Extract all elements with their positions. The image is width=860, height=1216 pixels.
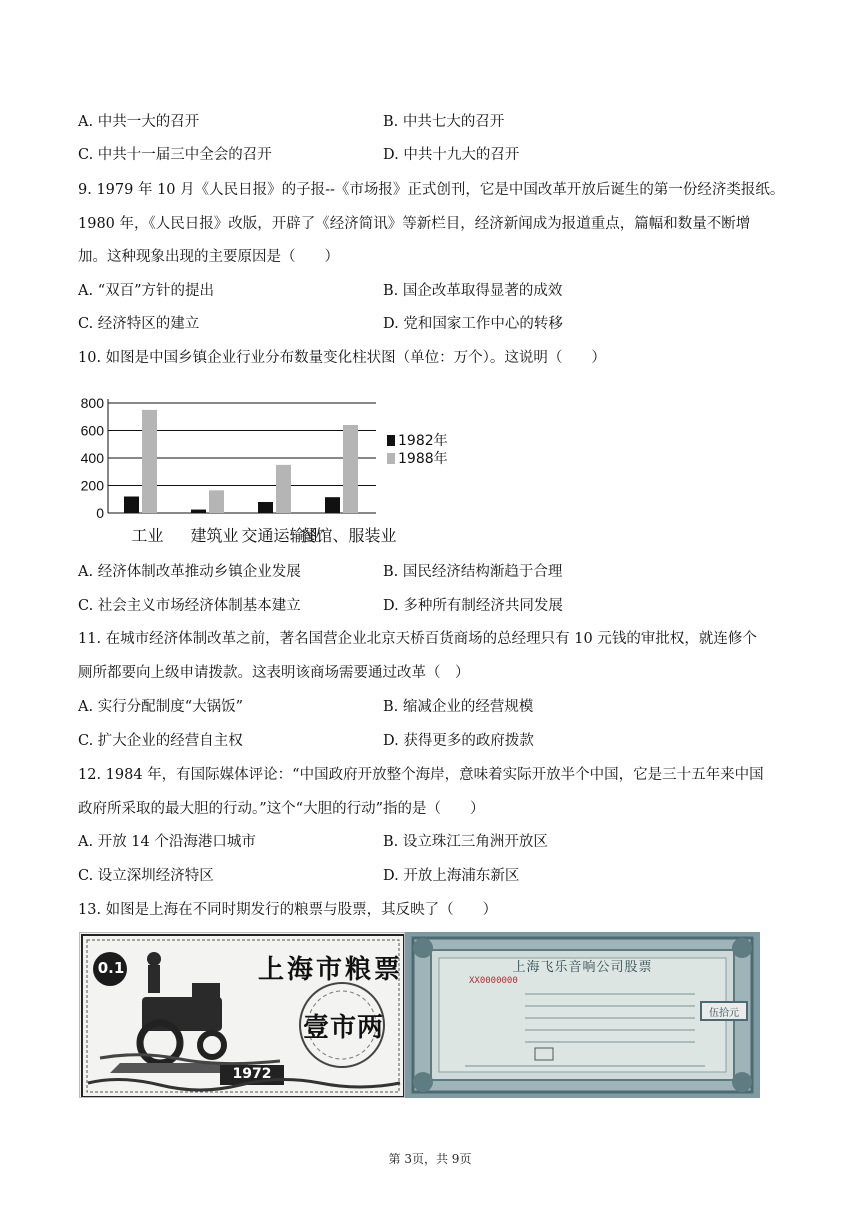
bar-1988-3	[343, 425, 358, 513]
shanghai-grain-ticket-image	[79, 932, 405, 1098]
y-tick-label: 200	[80, 477, 104, 494]
stock-serial: XX0000000	[469, 976, 518, 986]
q11-option-d: D. 获得更多的政府拨款	[383, 733, 534, 749]
legend-label: 1988年	[398, 451, 448, 467]
q11-option-c: C. 扩大企业的经营自主权	[78, 733, 243, 749]
q12-option-c: C. 设立深圳经济特区	[78, 868, 214, 884]
y-tick-label: 400	[80, 450, 104, 466]
q9-option-b: B. 国企改革取得显著的成效	[383, 283, 563, 299]
tractor-farmer-icon	[100, 952, 280, 1073]
legend-swatch	[387, 435, 395, 446]
grain-ticket-title: 上海市粮票	[258, 955, 404, 985]
bar-1988-0	[142, 410, 157, 513]
q10-option-a: A. 经济体制改革推动乡镇企业发展	[78, 564, 301, 580]
q12-stem-line-1: 12. 1984 年，有国际媒体评论：“中国政府开放整个海岸，意味着实际开放半个中国，它是三十五年来中国	[78, 767, 764, 783]
y-tick-label: 0	[96, 505, 104, 521]
grain-ticket-amount: 壹市两	[303, 1013, 385, 1043]
grain-ticket-denomination: 0.1	[97, 959, 125, 977]
grain-ticket-year: 1972	[232, 1066, 272, 1082]
q12-option-d: D. 开放上海浦东新区	[383, 868, 520, 884]
q10-option-c: C. 社会主义市场经济体制基本建立	[78, 598, 301, 614]
q12-option-a: A. 开放 14 个沿海港口城市	[78, 834, 256, 850]
q12-stem-line-2: 政府所采取的最大胆的行动。”这个“大胆的行动”指的是（ ）	[78, 801, 485, 817]
y-tick-label: 800	[80, 395, 104, 411]
x-category-label: 餐馆、服装业	[300, 526, 397, 545]
q11-option-a: A. 实行分配制度“大锅饭”	[78, 699, 244, 715]
stock-title: 上海飞乐音响公司股票	[512, 960, 653, 975]
q10-option-d: D. 多种所有制经济共同发展	[383, 598, 563, 614]
q9-option-a: A. “双百”方针的提出	[78, 283, 215, 299]
q10-stem: 10. 如图是中国乡镇企业行业分布数量变化柱状图（单位：万个）。这说明（ ）	[78, 350, 606, 366]
q9-option-d: D. 党和国家工作中心的转移	[383, 316, 563, 332]
stock-corner-value: 伍拾元	[709, 1008, 739, 1019]
x-category-label: 交通运输业	[241, 526, 322, 545]
q9-option-c: C. 经济特区的建立	[78, 316, 200, 332]
legend-swatch	[387, 453, 395, 464]
y-tick-label: 600	[80, 422, 104, 439]
q10-option-b: B. 国民经济结构渐趋于合理	[383, 564, 563, 580]
legend-label: 1982年	[398, 433, 448, 449]
bar-1988-1	[209, 490, 224, 513]
q9-stem-line-1: 9. 1979 年 10 月《人民日报》的子报--《市场报》正式创刊，它是中国改革开放后诞生的第一份经济类报纸。	[78, 182, 785, 198]
q8-option-b: B. 中共七大的召开	[383, 114, 505, 130]
q11-stem-line-1: 11. 在城市经济体制改革之前，著名国营企业北京天桥百货商场的总经理只有 10 元钱的审批权，就连修个	[78, 631, 757, 647]
page-footer: 第 3页，共 9页	[388, 1152, 472, 1166]
bar-1982-1	[191, 510, 206, 513]
bar-1982-0	[124, 497, 139, 514]
bar-1982-2	[258, 502, 273, 513]
q13-stem: 13. 如图是上海在不同时期发行的粮票与股票，其反映了（ ）	[78, 902, 498, 918]
q8-option-c: C. 中共十一届三中全会的召开	[78, 147, 272, 163]
q9-stem-line-2: 1980 年，《人民日报》改版，开辟了《经济简讯》等新栏目，经济新闻成为报道重点，篇幅和数量不断增	[78, 216, 751, 232]
shanghai-feile-stock-certificate-image	[405, 932, 760, 1098]
x-category-label: 工业	[131, 526, 164, 545]
q11-option-b: B. 缩减企业的经营规模	[383, 699, 534, 715]
q12-option-b: B. 设立珠江三角洲开放区	[383, 834, 548, 850]
township-enterprise-bar-chart	[78, 383, 458, 551]
q8-option-a: A. 中共一大的召开	[78, 114, 200, 130]
q9-stem-line-3: 加。这种现象出现的主要原因是（ ）	[78, 249, 339, 265]
bar-1988-2	[276, 465, 291, 513]
x-category-label: 建筑业	[190, 526, 239, 545]
q8-option-d: D. 中共十九大的召开	[383, 147, 520, 163]
q11-stem-line-2: 厕所都要向上级申请拨款。这表明该商场需要通过改革（ ）	[78, 665, 470, 681]
bar-1982-3	[325, 497, 340, 513]
